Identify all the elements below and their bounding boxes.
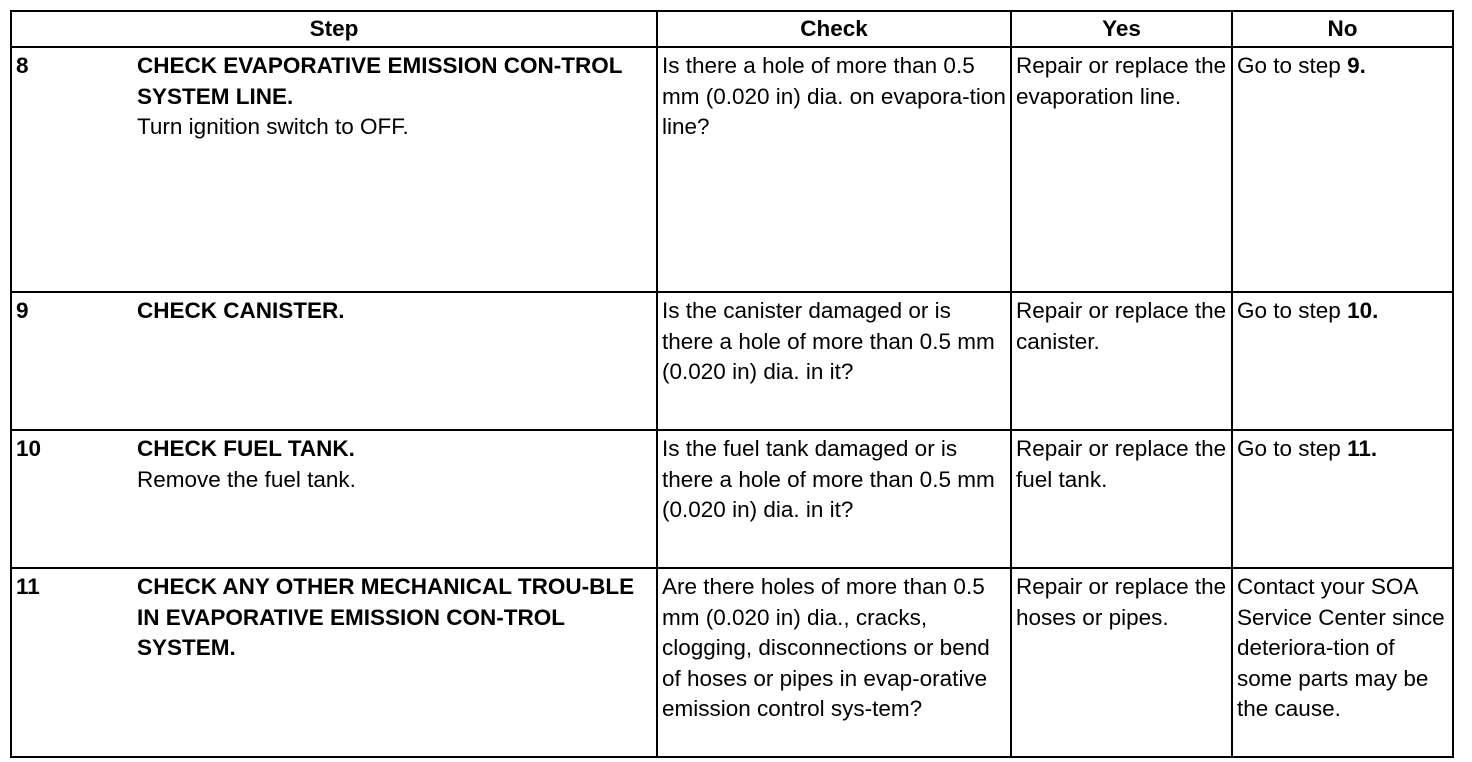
no-text: Go to step	[1237, 53, 1348, 78]
diagnostic-table	[10, 10, 1454, 758]
step-cell	[133, 568, 657, 757]
table-row	[11, 292, 1453, 430]
check-cell: Is there a hole of more than 0.5 mm (0.020 in) dia. on evapora-tion line?	[657, 47, 1011, 292]
check-cell: Is the canister damaged or is there a hole of more than 0.5 mm (0.020 in) dia. in it?	[657, 292, 1011, 430]
step-cell	[133, 292, 657, 430]
step-detail: Turn ignition switch to OFF.	[137, 114, 409, 139]
check-cell: Is the fuel tank damaged or is there a hole of more than 0.5 mm (0.020 in) dia. in it?	[657, 430, 1011, 568]
step-number: 9	[11, 292, 133, 430]
header-yes: Yes	[1011, 11, 1232, 47]
step-number: 8	[11, 47, 133, 292]
no-cell	[1232, 47, 1453, 292]
no-cell	[1232, 568, 1453, 757]
header-row	[11, 11, 1453, 47]
yes-cell: Repair or replace the hoses or pipes.	[1011, 568, 1232, 757]
no-step-ref: 10.	[1347, 298, 1379, 323]
header-no: No	[1232, 11, 1453, 47]
yes-cell: Repair or replace the evaporation line.	[1011, 47, 1232, 292]
no-step-ref: 9.	[1347, 53, 1366, 78]
check-cell: Are there holes of more than 0.5 mm (0.020 in) dia., cracks, clogging, disconnections or bend of hoses or pipes in evap-orative emission control sys-tem?	[657, 568, 1011, 757]
step-title: CHECK ANY OTHER MECHANICAL TROU-BLE IN EVAPORATIVE EMISSION CON-TROL SYSTEM.	[137, 574, 635, 660]
table-row	[11, 568, 1453, 757]
no-cell	[1232, 430, 1453, 568]
yes-cell: Repair or replace the fuel tank.	[1011, 430, 1232, 568]
no-text: Contact your SOA Service Center since deteriora-tion of some parts may be the cause.	[1237, 574, 1445, 721]
step-number: 10	[11, 430, 133, 568]
step-title: CHECK EVAPORATIVE EMISSION CON-TROL SYSTEM LINE.	[137, 53, 623, 109]
no-step-ref: 11.	[1347, 436, 1378, 461]
table-row	[11, 47, 1453, 292]
step-detail: Remove the fuel tank.	[137, 466, 356, 492]
no-text: Go to step	[1237, 298, 1348, 323]
header-check: Check	[657, 11, 1011, 47]
step-cell	[133, 430, 657, 568]
step-title: CHECK CANISTER.	[137, 298, 345, 323]
no-cell	[1232, 292, 1453, 430]
header-step: Step	[11, 11, 657, 47]
step-cell	[133, 47, 657, 292]
table-row	[11, 430, 1453, 568]
step-title: CHECK FUEL TANK.	[137, 436, 355, 461]
step-number: 11	[11, 568, 133, 757]
yes-cell: Repair or replace the canister.	[1011, 292, 1232, 430]
no-text: Go to step	[1237, 436, 1348, 461]
